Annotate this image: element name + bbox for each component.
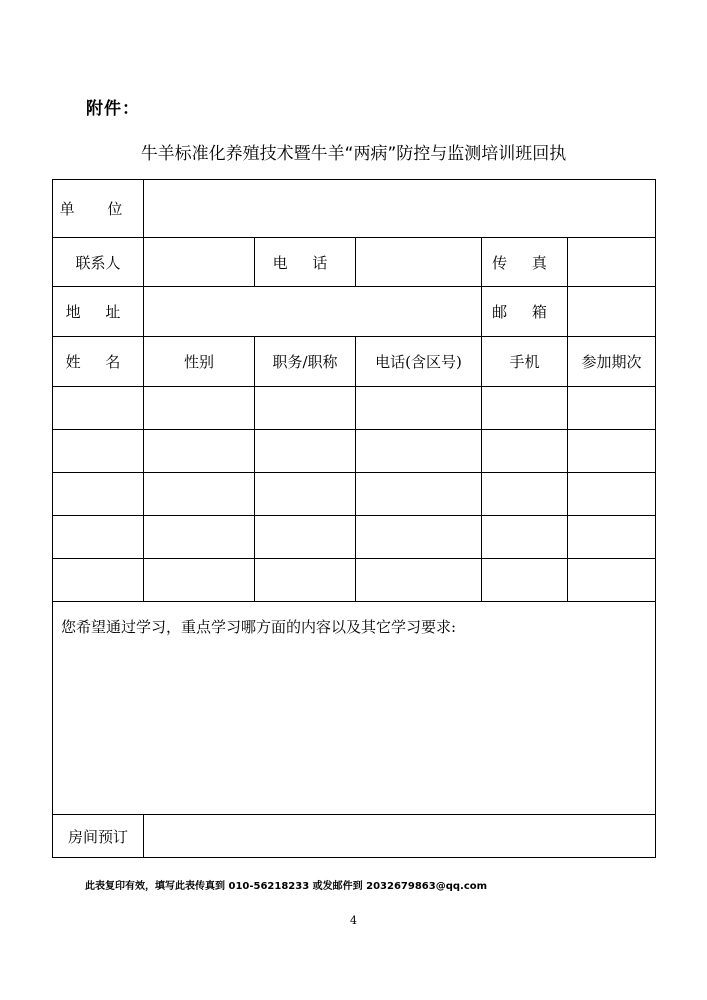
participant-title-cell[interactable]	[255, 473, 356, 516]
contact-row	[53, 238, 656, 287]
col-header-phone: 电话(含区号)	[356, 337, 482, 387]
page-number: 4	[350, 914, 357, 927]
footer-note: 此表复印有效，填写此表传真到 010-56218233 或发邮件到 2032679863@qq.com	[85, 881, 488, 892]
address-field[interactable]	[144, 287, 482, 337]
fax-label: 传 真	[482, 238, 568, 287]
participant-title-cell[interactable]	[255, 387, 356, 430]
unit-field[interactable]	[144, 180, 656, 238]
address-label: 地 址	[53, 287, 144, 337]
participant-row	[53, 387, 656, 430]
unit-row	[53, 180, 656, 238]
contact-field[interactable]	[144, 238, 255, 287]
participants-header-row	[53, 337, 656, 387]
participant-gender-cell[interactable]	[144, 559, 255, 602]
participant-session-cell[interactable]	[568, 473, 656, 516]
participant-name-cell[interactable]	[53, 559, 144, 602]
participant-mobile-cell[interactable]	[482, 516, 568, 559]
unit-label: 单 位	[53, 180, 144, 238]
col-header-name: 姓 名	[53, 337, 144, 387]
participant-phone-cell[interactable]	[356, 473, 482, 516]
col-header-mobile: 手机	[482, 337, 568, 387]
registration-form-table	[52, 179, 656, 858]
requirements-row	[53, 602, 656, 815]
participant-gender-cell[interactable]	[144, 473, 255, 516]
room-booking-field[interactable]	[144, 815, 656, 858]
participant-name-cell[interactable]	[53, 473, 144, 516]
participant-mobile-cell[interactable]	[482, 559, 568, 602]
participant-title-cell[interactable]	[255, 559, 356, 602]
phone-label: 电 话	[255, 238, 356, 287]
participant-mobile-cell[interactable]	[482, 387, 568, 430]
participant-title-cell[interactable]	[255, 430, 356, 473]
room-row	[53, 815, 656, 858]
participant-gender-cell[interactable]	[144, 430, 255, 473]
participant-session-cell[interactable]	[568, 559, 656, 602]
email-label: 邮 箱	[482, 287, 568, 337]
participant-gender-cell[interactable]	[144, 387, 255, 430]
participant-phone-cell[interactable]	[356, 430, 482, 473]
participant-row	[53, 473, 656, 516]
participant-gender-cell[interactable]	[144, 516, 255, 559]
participant-session-cell[interactable]	[568, 430, 656, 473]
col-header-title: 职务/职称	[255, 337, 356, 387]
participant-phone-cell[interactable]	[356, 559, 482, 602]
participant-title-cell[interactable]	[255, 516, 356, 559]
participant-mobile-cell[interactable]	[482, 430, 568, 473]
form-title: 牛羊标准化养殖技术暨牛羊“两病”防控与监测培训班回执	[140, 144, 567, 164]
participant-row	[53, 430, 656, 473]
email-field[interactable]	[568, 287, 656, 337]
participant-session-cell[interactable]	[568, 387, 656, 430]
participant-phone-cell[interactable]	[356, 387, 482, 430]
room-booking-label: 房间预订	[53, 815, 144, 858]
col-header-gender: 性别	[144, 337, 255, 387]
participant-phone-cell[interactable]	[356, 516, 482, 559]
participant-row	[53, 559, 656, 602]
participant-name-cell[interactable]	[53, 387, 144, 430]
participant-row	[53, 516, 656, 559]
requirements-field[interactable]: 您希望通过学习，重点学习哪方面的内容以及其它学习要求:	[53, 602, 656, 815]
phone-field[interactable]	[356, 238, 482, 287]
attachment-label: 附件：	[86, 99, 140, 119]
fax-field[interactable]	[568, 238, 656, 287]
participant-name-cell[interactable]	[53, 430, 144, 473]
col-header-session: 参加期次	[568, 337, 656, 387]
participant-mobile-cell[interactable]	[482, 473, 568, 516]
participant-name-cell[interactable]	[53, 516, 144, 559]
address-row	[53, 287, 656, 337]
contact-label: 联系人	[53, 238, 144, 287]
participant-session-cell[interactable]	[568, 516, 656, 559]
